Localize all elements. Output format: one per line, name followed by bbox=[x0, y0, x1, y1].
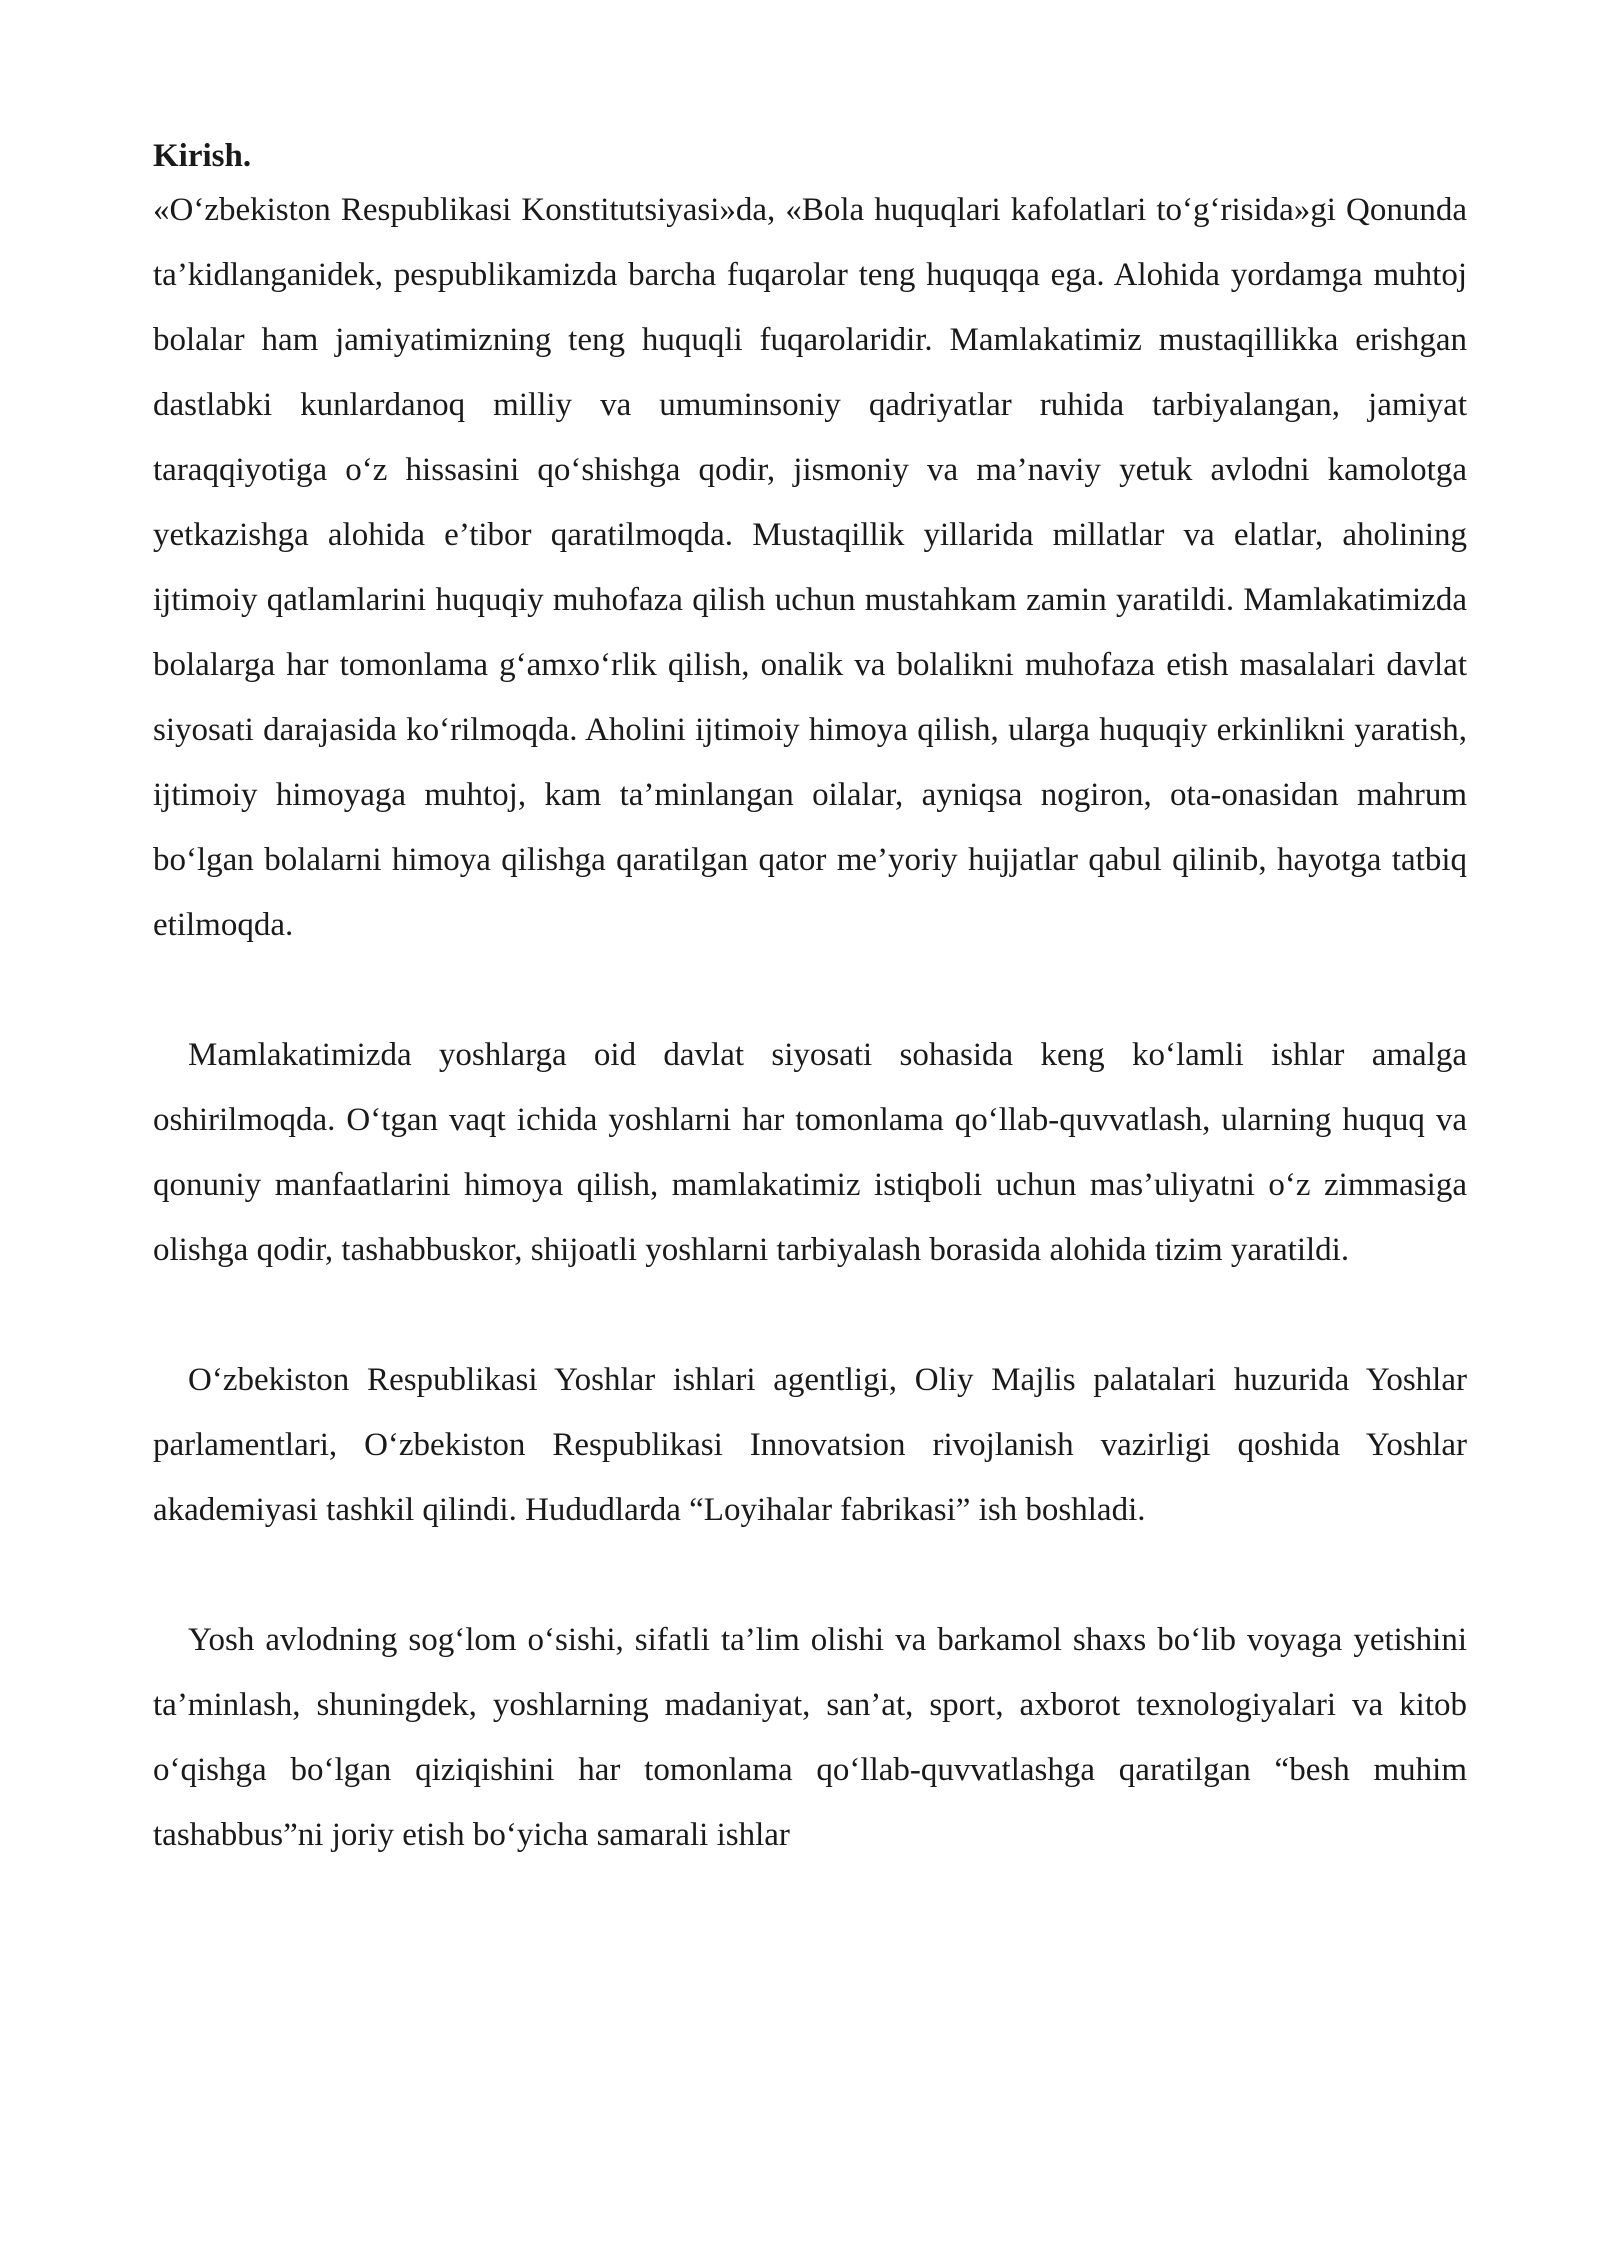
paragraph-gap bbox=[153, 1283, 1467, 1348]
paragraph-constitution: «O‘zbekiston Respublikasi Konstitutsiyasi»da, «Bola huquqlari kafolatlari to‘g‘risida»gi Qonunda ta’kidlanganidek, pespublikamizda barcha fuqarolar teng huquqqa ega. Alohida yordamga muhtoj bolalar ham jamiyatimizning teng huquqli fuqarolaridir. Mamlakatimiz mustaqillikka erishgan dastlabki kunlardanoq milliy va umuminsoniy qadriyatlar ruhida tarbiyalangan, jamiyat taraqqiyotiga o‘z hissasini qo‘shishga qodir, jismoniy va ma’naviy yetuk avlodni kamolotga yetkazishga alohida e’tibor qaratilmoqda. Mustaqillik yillarida millatlar va elatlar, aholining ijtimoiy qatlamlarini huquqiy muhofaza qilish uchun mustahkam zamin yaratildi. Mamlakatimizda bolalarga har tomonlama g‘amxo‘rlik qilish, onalik va bolalikni muhofaza etish masalalari davlat siyosati darajasida ko‘rilmoqda. Aholini ijtimoiy himoya qilish, ularga huquqiy erkinlikni yaratish, ijtimoiy himoyaga muhtoj, kam ta’minlangan oilalar, ayniqsa nogiron, ota-onasidan mahrum bo‘lgan bolalarni himoya qilishga qaratilgan qator me’yoriy hujjatlar qabul qilinib, hayotga tatbiq etilmoqda. bbox=[153, 192, 1467, 943]
document-body bbox=[153, 134, 1467, 1868]
paragraph-youth-policy: Mamlakatimizda yoshlarga oid davlat siyosati sohasida keng ko‘lamli ishlar amalga oshirilmoqda. O‘tgan vaqt ichida yoshlarni har tomonlama qo‘llab-quvvatlash, ularning huquq va qonuniy manfaatlarini himoya qilish, mamlakatimiz istiqboli uchun mas’uliyatni o‘z zimmasiga olishga qodir, tashabbuskor, shijoatli yoshlarni tarbiyalash borasida alohida tizim yaratildi. bbox=[153, 1037, 1467, 1268]
paragraph-youth-agency: O‘zbekiston Respublikasi Yoshlar ishlari agentligi, Oliy Majlis palatalari huzurida Yoshlar parlamentlari, O‘zbekiston Respublikasi Innovatsion rivojlanish vazirligi qoshida Yoshlar akademiyasi tashkil qilindi. Hududlarda “Loyihalar fabrikasi” ish boshladi. bbox=[153, 1362, 1467, 1528]
paragraph-gap bbox=[153, 1543, 1467, 1608]
section-heading: Kirish. bbox=[153, 138, 252, 174]
paragraph-five-initiatives: Yosh avlodning sog‘lom o‘sishi, sifatli ta’lim olishi va barkamol shaxs bo‘lib voyaga yetishini ta’minlash, shuningdek, yoshlarning madaniyat, san’at, sport, axborot texnologiyalari va kitob o‘qishga bo‘lgan qiziqishini har tomonlama qo‘llab-quvvatlashga qaratilgan “besh muhim tashabbus”ni joriy etish bo‘yicha samarali ishlar bbox=[153, 1622, 1467, 1853]
paragraph-gap bbox=[153, 958, 1467, 1023]
